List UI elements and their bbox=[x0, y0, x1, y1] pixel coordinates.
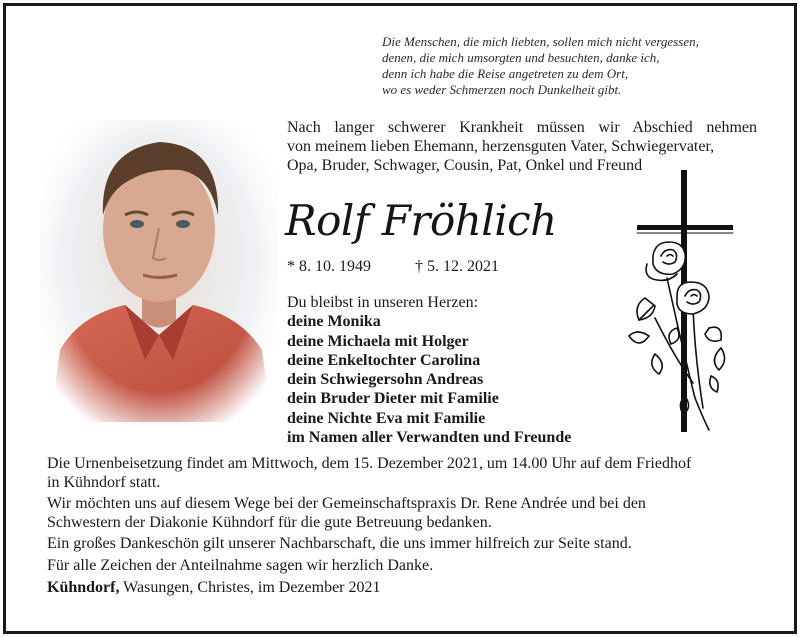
intro-line: von meinem lieben Ehemann, herzensguten Vater, Schwiegervater, bbox=[287, 138, 715, 155]
condolence-thanks bbox=[47, 557, 747, 576]
funeral-line: Die Urnenbeisetzung findet am Mittwoch, dem 15. Dezember 2021, um 14.00 Uhr auf dem Friedhof bbox=[47, 455, 692, 472]
memorial-poem bbox=[382, 34, 782, 98]
mourners-heading: Du bleibst in unseren Herzen: bbox=[287, 294, 479, 311]
funeral-line: in Kühndorf statt. bbox=[47, 473, 161, 491]
closing-text bbox=[47, 455, 747, 598]
place-rest: Wasungen, Christes, im Dezember 2021 bbox=[119, 579, 381, 596]
poem-line: Die Menschen, die mich liebten, sollen mich nicht vergessen, bbox=[382, 34, 699, 49]
thanks-line: Schwestern der Diakonie Kühndorf für die gute Betreuung bedanken. bbox=[47, 513, 492, 531]
neighbours-thanks bbox=[47, 535, 747, 554]
intro-line: Opa, Bruder, Schwager, Cousin, Pat, Onkel und Freund bbox=[287, 157, 643, 174]
mourner-item: deine Michaela mit Holger bbox=[287, 332, 469, 350]
mourner-item: deine Nichte Eva mit Familie bbox=[287, 409, 486, 427]
mourner-item: deine Monika bbox=[287, 313, 381, 331]
poem-line: wo es weder Schmerzen noch Dunkelheit gibt. bbox=[382, 82, 622, 97]
mourner-item: dein Schwiegersohn Andreas bbox=[287, 371, 484, 389]
life-dates bbox=[287, 258, 499, 276]
funeral-info bbox=[47, 455, 747, 492]
mourners-list bbox=[287, 293, 571, 447]
signature-line bbox=[47, 579, 747, 598]
mourner-item: dein Bruder Dieter mit Familie bbox=[287, 390, 499, 408]
mourner-item: im Namen aller Verwandten und Freunde bbox=[287, 429, 572, 447]
condolence-line: Für alle Zeichen der Anteilnahme sagen wir herzlich Danke. bbox=[47, 556, 434, 574]
death-date: † 5. 12. 2021 bbox=[415, 258, 499, 275]
deceased-name: Rolf Fröhlich bbox=[285, 196, 557, 245]
thanks-text bbox=[47, 495, 747, 532]
portrait-photo bbox=[40, 120, 278, 422]
poem-line: denn ich habe die Reise angetreten zu dem Ort, bbox=[382, 66, 629, 81]
cross-with-roses-icon bbox=[625, 168, 735, 436]
thanks-line: Wir möchten uns auf diesem Wege bei der Gemeinschaftspraxis Dr. Rene Andrée und bei den bbox=[47, 495, 646, 512]
poem-line: denen, die mich umsorgten und besuchten, danke ich, bbox=[382, 50, 660, 65]
mourner-item: deine Enkeltochter Carolina bbox=[287, 351, 481, 369]
announcement-intro bbox=[287, 118, 757, 175]
place-name: Kühndorf, bbox=[47, 579, 120, 596]
neighbours-line: Ein großes Dankeschön gilt unserer Nachbarschaft, die uns immer hilfreich zur Seite stand. bbox=[47, 535, 632, 552]
intro-line: Nach langer schwerer Krankheit müssen wir Abschied nehmen bbox=[287, 119, 757, 136]
birth-date: * 8. 10. 1949 bbox=[287, 258, 371, 275]
